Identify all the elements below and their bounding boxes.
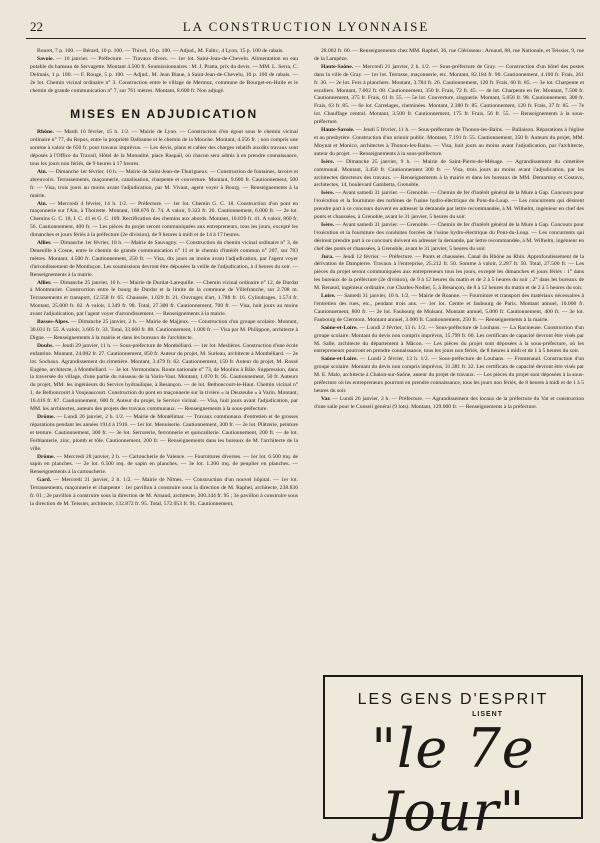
notice-text: — Samedi 31 janvier, 10 h. 1/2. — Mairie de Roanne. — Fourniture et transport des matériaux nécessaires à l'entretien des rues, etc., pendant trois ans. — 1er lot. Centre et faubourg de Paris. Montant annuel, 10.000 fr. Cautionnement, 800 fr. — 2e lot. Faubourg de Mulsant. Montant annuel, 5.000 fr. Cautionnement, 400 fr. — 3e lot. Faubourg de Clermont. Montant annuel, 3.000 fr. Cautionnement, 250 fr. — Renseignements à la mairie. bbox=[314, 293, 584, 323]
notice-paragraph bbox=[30, 56, 298, 96]
notice-text: — Mercredi 21 janvier, 2 h. 1/2. — Sous-préfecture de Gray. — Construction d'un hôtel des postes dans la ville de Gray. — 1er lot. Terrasse, maçonnerie, etc. Montant, 82.184 fr. 90. Cautionnement, 4.100 fr. Frais, 261 fr. 30. — 2e lot. Fers à planchers. Montant, 3.784 fr. 26. Cautionnement, 120 fr. Frais, 60 fr. 85. — 3e lot. Charpente et escaliers. Montant, 7.062 fr. 08. Cautionnement, 350 fr. Frais, 72 fr. 45. — 4e lot. Charpente en fer. Montant, 7.500 fr. Cautionnement, 375 fr. Frais, 61 fr. 55. — 5e lot. Couverture, zinguerie. Montant, 5.056 fr. 98. Cautionnement, 300 fr. Frais, 63 fr. 85. — 6e lot. Carrelages, cheminées. Montant, 2.380 fr. 85. Cautionnement, 120 fr. Frais, 37 fr. 85. — 7e lot. Chauffage central. Montant, 3.500 fr. Cautionnement, 175 fr. Frais, 56 fr. 55. — Renseignements à la sous-préfecture. bbox=[314, 63, 584, 126]
notice-paragraph bbox=[314, 254, 584, 294]
page-header bbox=[26, 16, 586, 39]
journal-title: LA CONSTRUCTION LYONNAISE bbox=[182, 19, 430, 34]
notice-place: Savoie. bbox=[37, 55, 54, 62]
notice-place: Allier. bbox=[37, 279, 52, 286]
ad-sub-line: LISENT bbox=[472, 711, 503, 718]
notice-text: — Mercredi 21 janvier, 2 h. 1/2. — Mairie de Nîmes. — Construction d'un nouvel hôpital. — 1er lot. Terrassements, maçonnerie et charpente : 1er pavillon à construire sous la direction de M. Raphel, architecte, 238.836 fr. 01 ; 2e pavillon à construire sous la direction de M. Arnaud, architecte, 200.344 fr. 95 ; 3e pavillon à construire sous la direction de M. Teissier, architecte, 132.872 fr. 95. Total, 572.053 fr. 91. Cautionnement, bbox=[30, 477, 298, 507]
notice-place: Allier. bbox=[37, 240, 52, 247]
notice-text: — Lundi 2 février, 13 h. 1/2. — Sous-préfecture de Louhans. — Frontenaud. Construction d'un groupe scolaire. Montant du devis non compris imprévus, 31.381 fr. 32. Les certificats de capacité devront être visés par M. E. Malo, architecte à Chalon-sur-Saône, auteur du projet de travaux. — Les pièces du projet sont déposées à la sous-préfecture où les entrepreneurs pourront en prendre connaissance, tous les jours non fériés, de 8 heures à midi et de 1 à 5 heures du soir. bbox=[314, 356, 584, 394]
notice-text: — Dimanche 25 janvier, 2 h. — Mairie de Majjeux. — Construction d'un groupe scolaire. Montant, 30.031 fr. 55. A valoir, 3.605 fr. 33. Total, 33.660 fr. 88. Cautionnement, 1.000 fr. — Visa par M. Philippon, architecte à Digne. — Renseignements à la mairie et dans les bureaux de l'architecte. bbox=[30, 319, 298, 341]
notice-paragraph bbox=[314, 64, 584, 127]
notice-place: Isère. bbox=[321, 221, 335, 228]
notice-text: — Mercredi 4 février, 14 h. 1/2. — Préfecture. — 1er lot. Chemin G. C. 18. Construction d'un pont en maçonnerie sur l'Ain, à Thoirette. Montant, 168.676 fr. 74. A valoir, 9.323 fr. 26. Cautionnement, 6.000 fr. — 2e lot. Chemins G. C. 18, I. C. 41 et G. C. 109. Rectification des chemins aux abords. Montant, 10.839 fr. 41. A valoir, 860 fr. 56. Cautionnement, 400 fr. — Les pièces du projet seront communiquées aux entrepreneurs, tous les jours, excepté les dimanches et jours fériés à la préfecture (2e division), de 9 heures à midi et de 14 à 17 heures. bbox=[30, 200, 299, 239]
notice-place: Saône-et-Loire. bbox=[321, 324, 358, 331]
right-column bbox=[314, 48, 584, 412]
notice-text: — Lundi 2 février, 13 h. 1/2. — Sous-préfecture de Louhans. — La Racineuse. Construction d'un groupe scolaire. Montant du devis non compris imprévus, 15.799 fr. 60. Les certificats de capacité devront être visés par M. Salle, architecte du département à Mâcon. — Les pièces du projet sont déposées à la sous-préfecture, où les entrepreneurs pourront en prendre connaissance, tous les jours non fériés, de 8 heures à midi et de 1 à 5 heures du soir. bbox=[314, 324, 584, 355]
notice-place: Gard. bbox=[37, 477, 52, 484]
notice-paragraph bbox=[30, 48, 298, 56]
notice-text: — Avant samedi 31 janvier. — Grenoble. — Chemin de fer d'intérêt général de la Mure à Gap. Concours pour l'exécution et la fourniture des turbines de l'usine hydro-électrique du Pont-du-Loup. — Les concurrents qui désirent prendre part à ce concours doivent en adresser la demande par lettre recommandée, à M. Wilhelm, ingénieur en chef des ponts et chaussées, à Grenoble, avant le 31 janvier, 5 heures du soir. bbox=[314, 190, 584, 221]
ad-main-title: "le 7e Jour" bbox=[371, 717, 535, 843]
notice-paragraph bbox=[314, 48, 584, 64]
page-number: 22 bbox=[30, 19, 43, 34]
notice-place: Haute-Savoie. bbox=[321, 127, 355, 134]
notice-paragraph bbox=[314, 159, 584, 191]
notice-text: — 10 janvier. — Préfecture. — Travaux divers. — 1er lot. Saint-Jean-de-Chevelu. Alimentation en eau potable du hameau de Servagette. Montant 4.500 fr. Soumissionnaires : M. J. Pratta, prix du devis. — MM. L. Serra, C. Delmais, 1 p. 100. — F. Rouge, 5 p. 100. — Adjud., M. Jean Biaue, à Saint-Jean-de-Chevelu, 10 p. 100 de rabais. — 2e lot. Chemin vicinal ordinaire n° 3. Construction entre le village de Mermoz, commune de Bourget-en-Huile et le chemin de grande communication n° 7, sur 761 mètres. Montant, 8.600 fr. Non adjugé. bbox=[30, 55, 298, 94]
notice-place: Isère. bbox=[321, 190, 335, 197]
notice-text: — Jeudi 5 février, 11 h. — Sous-préfecture de Thonon-les-Bains. — Ballaison. Réparations à l'église et au presbytère. Construction d'un urinoir public. Montant, 7.191 fr. 55. Cautionnement, 350 fr. Auteurs du projet, MM. Moynat et Monico, architectes à Thonon-les-Bains. — Visa, huit jours au moins avant l'adjudication, par l'architecte, auteur du projet. — Renseignements à la sous-préfecture. bbox=[314, 127, 584, 157]
notice-paragraph bbox=[30, 240, 298, 280]
notice-place: Drôme. bbox=[37, 453, 55, 460]
notice-paragraph bbox=[30, 477, 298, 509]
notice-paragraph bbox=[30, 129, 298, 169]
left-column bbox=[30, 48, 298, 509]
notice-text: — Lundi 26 janvier, 2 h. — Préfecture. — Agrandissement des locaux de la préfecture du Var et construction d'une salle pour le Conseil général (9 lots). Montant, 129.000 fr. — Renseignements à la préfecture. bbox=[314, 395, 584, 410]
notice-paragraph bbox=[314, 396, 584, 412]
notice-place: Saône-et-Loire. bbox=[321, 356, 358, 363]
notice-place: Basses-Alpes. bbox=[37, 319, 70, 326]
notice-paragraph bbox=[30, 280, 298, 320]
notice-paragraph bbox=[314, 127, 584, 159]
notice-text: 28.002 fr. 60. — Renseignements chez MM. Raphel, 36, rue Clérisseau ; Arnaud, 68, rue Nationale, et Teissier, 9, rue de la Lampèze. bbox=[314, 48, 584, 62]
notice-place: Rhône. bbox=[37, 129, 54, 136]
left-intro bbox=[30, 48, 298, 95]
ad-top-line: LES GENS D'ESPRIT bbox=[357, 691, 549, 708]
notice-text: — Avant samedi 31 janvier. — Grenoble. — Chemin de fer d'intérêt général de la Mure à Gap. Concours pour l'exécution et la fourniture des conduites forcées de l'usine hydro-électrique du Pont-du-Loup. — Les concurrents qui désirent prendre part à ce concours doivent en adresser la demande, par lettre recommandée, à M. Wilhelm, ingénieur en chef des ponts et chaussées, à Grenoble, avant le 31 janvier, 5 heures du soir. bbox=[314, 221, 584, 252]
notice-paragraph bbox=[30, 454, 298, 478]
notice-text: — Dimanche 25 janvier, 10 h. — Mairie de Durdat-Larequille. — Chemin vicinal ordinaire n° 12, de Durdat à Montmurier. Construction entre le bourg de Durdat et la limite de la commune de Villefranche, sur 2.708 m. Terrassements et transport, 12.558 fr. 65. Chaussée, 1.029 fr. 21. Ouvrages d'art, 1.788 fr. 16. Cylindrages, 1.574 fr. Montant, 25.000 fr. 02. A valoir, 1.349 fr. 98. Total, 27.300 fr. Cautionnement, 700 fr. — Visa, huit jours au moins avant l'adjudication, par l'agent voyer d'arrondissement. — Renseignements à la mairie. bbox=[30, 279, 298, 318]
notice-paragraph bbox=[314, 325, 584, 357]
section-title: MISES EN ADJUDICATION bbox=[70, 107, 258, 122]
notice-place: Drôme. bbox=[37, 413, 55, 420]
notice-place: Ain. bbox=[37, 168, 48, 175]
notice-place: Haute-Saône. bbox=[321, 63, 354, 70]
left-entries bbox=[30, 129, 298, 509]
right-intro bbox=[314, 48, 584, 64]
notice-paragraph bbox=[30, 319, 298, 343]
notice-text: — Lundi 26 janvier, 2 h. 1/2. — Mairie de Montélimar. — Travaux communaux d'entretien et de grosses réparations pendant les années 1914 à 1916. — 1er lot. Menuiserie. Cautionnement, 300 fr. — 2e lot. Plâtrerie, peinture et tenture. Cautionnement, 300 fr. — 3e lot. Serrurerie, ferronnerie et quincaillerie. Cautionnement, 200 fr. — 4e lot. Ferblanterie, zinc, plomb et tôle. Cautionnement, 200 fr. — Renseignements dans les bureaux de M. l'architecte de la ville. bbox=[30, 413, 298, 452]
notice-paragraph bbox=[30, 343, 298, 414]
notice-text: — Dimanche 1er février, 10 h. — Mairie de Saint-Jean-de-Thurigneux. — Construction de fontaines, lavoirs et abreuvoirs. Terrassements, maçonnerie, canalisation, charpente et couverture. Montant, 9.600 fr. Cautionnement, 500 fr. — Visa, trois jours au moins avant l'adjudication, par M. Vivant, agent voyer à Bourg. — Renseignements à la mairie. bbox=[30, 168, 299, 199]
notice-place: Loire. bbox=[321, 293, 336, 300]
notice-text: — Jeudi 12 février. — Préfecture. — Ponts et chaussées. Canal du Rhône au Rhin. Approfondissement de la dérivation de Dampierre. Travaux à l'entreprise, 25.212 fr. 50. Somme à valoir, 2.287 fr. 50. Total, 27.500 fr. — Les pièces du projet seront communiquées aux entrepreneurs tous les jours, excepté les dimanches et jours fériés : 1° dans les bureaux de la préfecture (2e division), de 9 à 12 heures du matin et de 2 à 5 heures du soir ; 2° dans les bureaux de M. Renaud, ingénieur ordinaire, rue Charles-Nodier, 5, à Besançon, de 8 à 12 heures du matin et de 2 à 5 heures du soir. bbox=[314, 253, 584, 292]
right-entries bbox=[314, 64, 584, 412]
advertisement-box bbox=[323, 675, 583, 843]
notice-paragraph bbox=[30, 414, 298, 454]
notice-text: — Mardi 10 février, 15 h. 1/2. — Mairie de Lyon. — Construction d'un égout sous le chemin vicinal ordinaire n° 77, du Repos, entre la propriété Dalbanne et le chemin de la Mouche. Montant, 4.556 fr. ; non compris une somme à valoir de 650 fr. pour travaux imprévus. — Les devis, plans et cahier des charges relatifs auxdits travaux sont déposés à l'Office du Travail, Hôtel de la Mutualité, place Raspail, où chacun sera admis à en prendre connaissance, tous les jours non fériés, de 9 heures à 17 heures. bbox=[30, 129, 298, 167]
notice-paragraph bbox=[314, 293, 584, 325]
notice-paragraph bbox=[30, 169, 298, 201]
notice-text: — Jeudi 29 janvier, 11 h. — Sous-préfecture de Montbéliard. — 1er lot. Meslières. Construction d'une école enfantine. Montant, 24.082 fr. 27. Cautionnement, 850 fr. Auteur du projet, M. Surleau, architecte à Montbéliard. — 2e lot. Sochaux. Agrandissement du cimetière. Montant, 3.479 fr. 62. Cautionnement, 150 fr. Auteur du projet, M. Rossé Eugène, architecte, à Montbéliard. — 3e lot. Vermondans. Route nationale n° 73, de Moulins à Bâle. Suppression, dans la traversée du village, d'une partie du ruisseau de la Varin-Vaut. Montant, 1.070 fr. 95. Cautionnement, 50 fr. Auteurs du projet, MM. les ingénieurs du Service hydraulique, à Besançon. — 4e lot. Bethoncourt-le-Haut. Chemin vicinal n° 1, de Bethoncourt à Voujeaucourt. Construction du pont en maçonnerie sur la rivière « la Deuzeuhe » à Varin. Montant, 16.416 fr. 87. Cautionnement, 600 fr. Auteur du projet, le Service vicinal. — Visa, huit jours avant l'adjudication, par MM. les architectes, auteurs des projets des travaux communaux. — Renseignements à la sous-préfecture. bbox=[30, 342, 298, 413]
notice-text: — Mercredi 28 janvier, 2 h. — Cartoucherie de Valence. — Fournitures diverses. — 1er lot. 6.500 mq. de sapin en planches. — 2e lot. 6.500 mq. de sapin en planches. — 3e lot. 1.200 mq. de peuplier en planches. — Renseignements à la cartoucherie. bbox=[30, 453, 298, 476]
notice-text: — Dimanche 1er février, 10 h. — Mairie de Sauvagny. — Construction du chemin vicinal ordinaire n° 3, de Deneuille à Cosne, entre le chemin de grande communication n° 11 et le chemin d'intérêt commun n° 207, sur 783 mètres. Montant, 4.500 fr. Cautionnement, 250 fr. — Visa, dix jours au moins avant l'adjudication, par l'agent voyer d'arrondissement de Montluçon. Les soumissions devront être déposées la veille de l'adjudication, à 4 heures du soir. — Renseignements à la mairie. bbox=[30, 240, 298, 278]
notice-place: Jura. bbox=[321, 253, 334, 260]
notice-text: Bouret, 7 p. 100. — Bérard, 10 p. 100. — Thivel, 10 p. 100. — Adjud., M. Faîtrc, 4 Lyon, 15 p. 100 de rabais. bbox=[37, 48, 284, 54]
notice-place: Isère. bbox=[321, 158, 335, 165]
notice-place: Var. bbox=[321, 395, 331, 402]
notice-paragraph bbox=[314, 190, 584, 222]
notice-place: Doubs. bbox=[37, 342, 54, 349]
notice-paragraph bbox=[30, 201, 298, 241]
notice-paragraph bbox=[314, 356, 584, 396]
notice-text: — Dimanche 25 janvier, 9 h. — Mairie de Saint-Pierre-de-Mésage. — Agrandissement du cimetière communal. Montant, 3.450 fr. Cautionnement 300 fr. — Visa, trois jours au moins avant l'adjudication, par les architectes directeurs des travaux. — Renseignements à la mairie et dans les bureaux de MM. Demartiny et Costavo, architectes, 14, boulevard Gambetta, Grenoble. bbox=[314, 158, 584, 189]
notice-place: Ain. bbox=[37, 200, 48, 207]
notice-paragraph bbox=[314, 222, 584, 254]
